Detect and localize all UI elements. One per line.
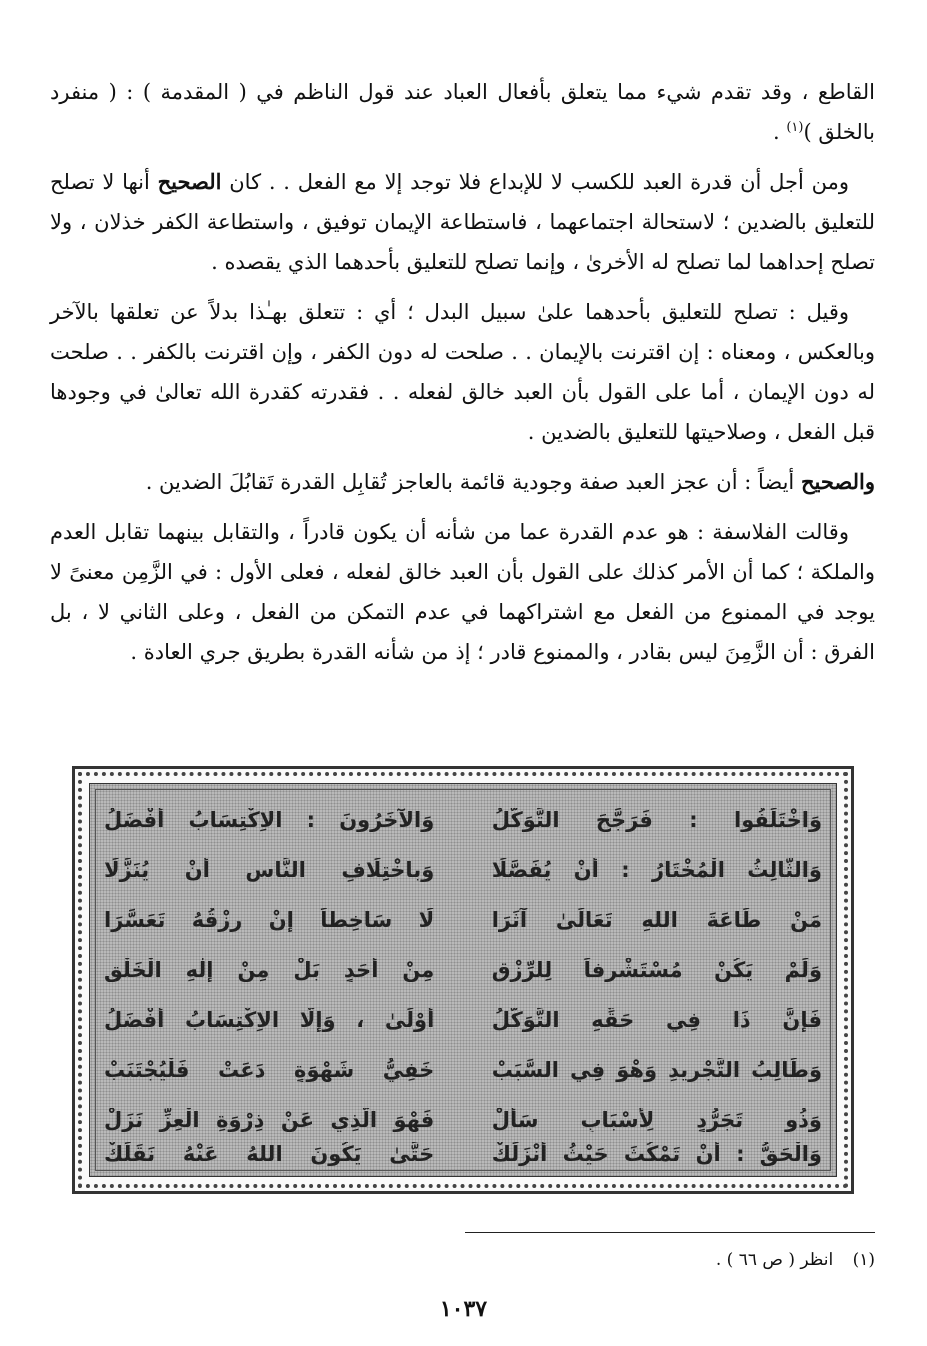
hemistich-left: وَبِاخْتِلَافِ النَّاسِ أَنْ يُنَزَّلَا: [104, 858, 435, 882]
hemistich-left: خَفِيُّ شَهْوَةٍ دَعَتْ فَلْيُجْتَنَبْ: [104, 1058, 435, 1082]
footnote-text: انظر ( ص ٦٦ ) .: [715, 1250, 834, 1270]
hemistich-right: وَالثَّالِثُ الْمُخْتَارُ : أَنْ يُفَصَّلَا: [491, 858, 822, 882]
poem-verse-8: [104, 1128, 822, 1180]
paragraph-3: [50, 292, 875, 452]
hemistich-right: فَإِنَّ ذَا فِي حَقِّهِ التَّوَكُّلُ: [491, 1008, 822, 1032]
paragraph-text-end: .: [772, 120, 787, 144]
paragraph-4: [50, 462, 875, 502]
poem-box: [72, 766, 854, 1194]
poem-verse-1: [104, 794, 822, 846]
footnote-divider: [465, 1232, 875, 1233]
paragraph-1: [50, 72, 875, 152]
paragraph-5: [50, 512, 875, 672]
hemistich-left: حَتَّىٰ يَكُونَ اللهُ عَنْهُ نَقَلَكْ: [104, 1142, 435, 1166]
poem-verse-6: [104, 1044, 822, 1096]
hemistich-right: وَالْحَقُّ : أَنْ تَمْكُثَ حَيْثُ أَنْزَلَكْ: [491, 1142, 822, 1166]
paragraph-text: وقيل : تصلح للتعليق بأحدهما علىٰ سبيل البدل ؛ أي : تتعلق بهـٰذا بدلاً عن تعلقها بالآخر وبالعكس ، ومعناه : إن اقترنت بالإيمان . . صلحت له دون الكفر ، وإن اقترنت بالكفر . . صلحت له دون الإيمان ، أما على القول بأن العبد خالق لفعله . . فقدرته كقدرة الله تعالىٰ في وجودها قبل الفعل ، وصلاحيتها للتعليق بالضدين .: [50, 300, 875, 444]
paragraph-text: القاطع ، وقد تقدم شيء مما يتعلق بأفعال العباد عند قول الناظم في ( المقدمة ) : ( منفرد بالخلق ): [50, 80, 875, 144]
paragraph-text-end: أنها لا تصلح للتعليق بالضدين ؛ لاستحالة اجتماعهما ، فاستطاعة الإيمان توفيق ، واستطاعة الكفر خذلان ، ولا تصلح إحداهما لما تصلح له الأخرىٰ ، وإنما تصلح للتعليق بأحدهما الذي يقصده .: [50, 170, 875, 274]
hemistich-right: وَطَالِبُ التَّجْرِيدِ وَهْوَ فِي السَّبَبْ: [491, 1058, 822, 1082]
hemistich-right: مَنْ طَاعَةَ اللهِ تَعَالَىٰ آثَرَا: [491, 908, 822, 932]
hemistich-right: وَاخْتَلَفُوا : فَرَجَّحَ التَّوَكُّلُ: [491, 808, 822, 832]
body-text: [50, 72, 875, 682]
hemistich-left: لَا سَاخِطاً إِنْ رِزْقُهُ تَعَسَّرَا: [104, 908, 435, 932]
paragraph-2: [50, 162, 875, 282]
bold-term: الصحيح: [157, 169, 222, 194]
paragraph-text: ومن أجل أن قدرة العبد للكسب لا للإبداع فلا توجد إلا مع الفعل . . كان: [221, 170, 849, 194]
bold-term: والصحيح: [800, 469, 875, 494]
hemistich-right: وَلَمْ يَكُنْ مُسْتَشْرِفاً لِلرِّزْقِ: [491, 958, 822, 982]
poem-verse-5: [104, 994, 822, 1046]
paragraph-text-end: أيضاً : أن عجز العبد صفة وجودية قائمة بالعاجز تُقابِل القدرة تَقابُلَ الضدين .: [145, 470, 801, 494]
hemistich-left: أَوْلَىٰ ، وَإِلَّا الاِكْتِسَابُ أَفْضَلُ: [104, 1008, 435, 1032]
paragraph-text: وقالت الفلاسفة : هو عدم القدرة عما من شأنه أن يكون قادراً ، والتقابل بينهما تقابل العدم والملكة ؛ كما أن الأمر كذلك على القول بأن العبد خالق لفعله ، فعلى الأول : في الزَّمِن معنىً لا يوجد في الممنوع من الفعل مع اشتراكهما في عدم التمكن من الفعل ، وعلى الثاني لا ، بل الفرق : أن الزَّمِنَ ليس بقادر ، والممنوع قادر ؛ إذ من شأنه القدرة بطريق جري العادة .: [50, 520, 875, 664]
footnote-reference[interactable]: (١): [786, 120, 804, 135]
page-number: ١٠٣٧: [439, 1296, 488, 1322]
hemistich-left: مِنْ أَحَدٍ بَلْ مِنْ إِلٰهِ الْخَلْقِ: [104, 958, 435, 982]
hemistich-left: وَالآخَرُونَ : الاِكْتِسَابُ أَفْضَلُ: [104, 808, 435, 832]
hemistich-right: وَذُو تَجَرُّدٍ لِأَسْبَابٍ سَأَلْ: [491, 1108, 822, 1132]
poem-verse-2: [104, 844, 822, 896]
poem-verse-3: [104, 894, 822, 946]
poem-box-inner: [89, 783, 837, 1177]
hemistich-left: فَهْوَ الَّذِي عَنْ ذِرْوَةِ الْعِزِّ نَزَلْ: [104, 1108, 435, 1132]
footnote: [375, 1250, 875, 1270]
poem-verse-4: [104, 944, 822, 996]
footnote-number: (١): [852, 1250, 875, 1270]
